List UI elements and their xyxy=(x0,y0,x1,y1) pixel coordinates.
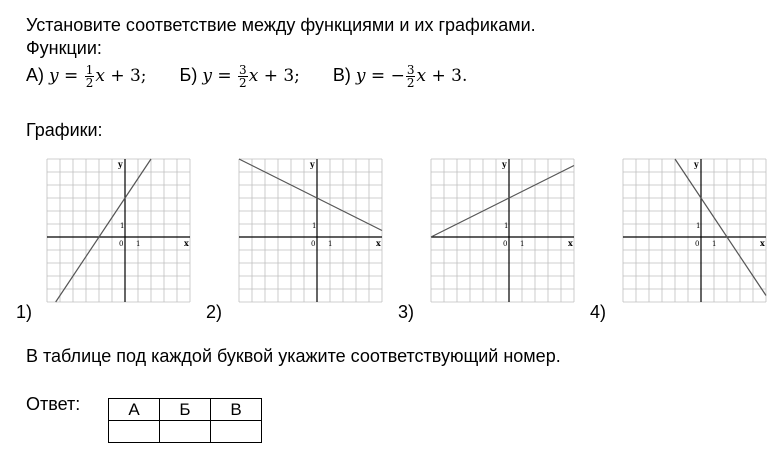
y-unit-label: 1 xyxy=(696,222,701,230)
x-axis-label: x xyxy=(376,238,381,248)
y-axis-label: y xyxy=(118,159,123,169)
function-line xyxy=(431,166,574,238)
origin-label: 0 xyxy=(311,240,316,248)
x-unit-label: 1 xyxy=(712,240,717,248)
y-unit-label: 1 xyxy=(312,222,317,230)
origin-label: 0 xyxy=(119,240,124,248)
y-unit-label: 1 xyxy=(120,222,125,230)
graph-svg xyxy=(430,158,575,303)
formula-b: Б) y = $\frac{3}{2}$ x + 3; xyxy=(179,63,300,90)
task-title: Установите соответствие между функциями и их графиками. xyxy=(26,15,536,35)
x-axis-label: x xyxy=(568,238,573,248)
formula-v: В) y = − $\frac{3}{2}$ x + 3. xyxy=(332,63,468,90)
answer-table xyxy=(108,398,262,443)
graph-1 xyxy=(46,158,191,303)
graph-svg xyxy=(622,158,767,303)
formula-letter: В) xyxy=(332,65,351,85)
x-axis-label: x xyxy=(184,238,189,248)
graph-4 xyxy=(622,158,767,303)
x-unit-label: 1 xyxy=(328,240,333,248)
graph-3 xyxy=(430,158,575,303)
y-axis-label: y xyxy=(502,159,507,169)
answer-label: Ответ: xyxy=(26,394,81,414)
functions-label: Функции: xyxy=(26,38,102,58)
graph-svg xyxy=(46,158,191,303)
answer-input-row xyxy=(109,421,262,443)
graph-svg xyxy=(238,158,383,303)
y-unit-label: 1 xyxy=(504,222,509,230)
graph-label-2: 2) xyxy=(206,302,223,322)
y-axis-label: y xyxy=(694,159,699,169)
x-unit-label: 1 xyxy=(520,240,525,248)
graph-2 xyxy=(238,158,383,303)
answer-cell-v[interactable] xyxy=(211,421,262,443)
answer-header-row xyxy=(109,399,262,421)
graphs-label: Графики: xyxy=(26,120,103,140)
graph-label-1: 1) xyxy=(16,302,33,322)
answer-header-b: Б xyxy=(160,399,211,421)
formulas-row xyxy=(26,64,495,89)
instruction: В таблице под каждой буквой укажите соответствующий номер. xyxy=(26,346,561,366)
answer-header-v: В xyxy=(211,399,262,421)
function-line xyxy=(239,159,382,231)
graph-label-3: 3) xyxy=(398,302,415,322)
formula-letter: Б) xyxy=(179,65,198,85)
x-axis-label: x xyxy=(760,238,765,248)
formula-letter: А) xyxy=(26,65,44,85)
graph-label-4: 4) xyxy=(590,302,607,322)
origin-label: 0 xyxy=(503,240,508,248)
y-axis-label: y xyxy=(310,159,315,169)
x-unit-label: 1 xyxy=(136,240,141,248)
origin-label: 0 xyxy=(695,240,700,248)
function-line xyxy=(675,159,766,296)
formula-a: А) y = $\frac{1}{2}$ x + 3; xyxy=(26,63,147,90)
answer-cell-b[interactable] xyxy=(160,421,211,443)
answer-header-a: А xyxy=(109,399,160,421)
answer-cell-a[interactable] xyxy=(109,421,160,443)
function-line xyxy=(56,159,151,302)
